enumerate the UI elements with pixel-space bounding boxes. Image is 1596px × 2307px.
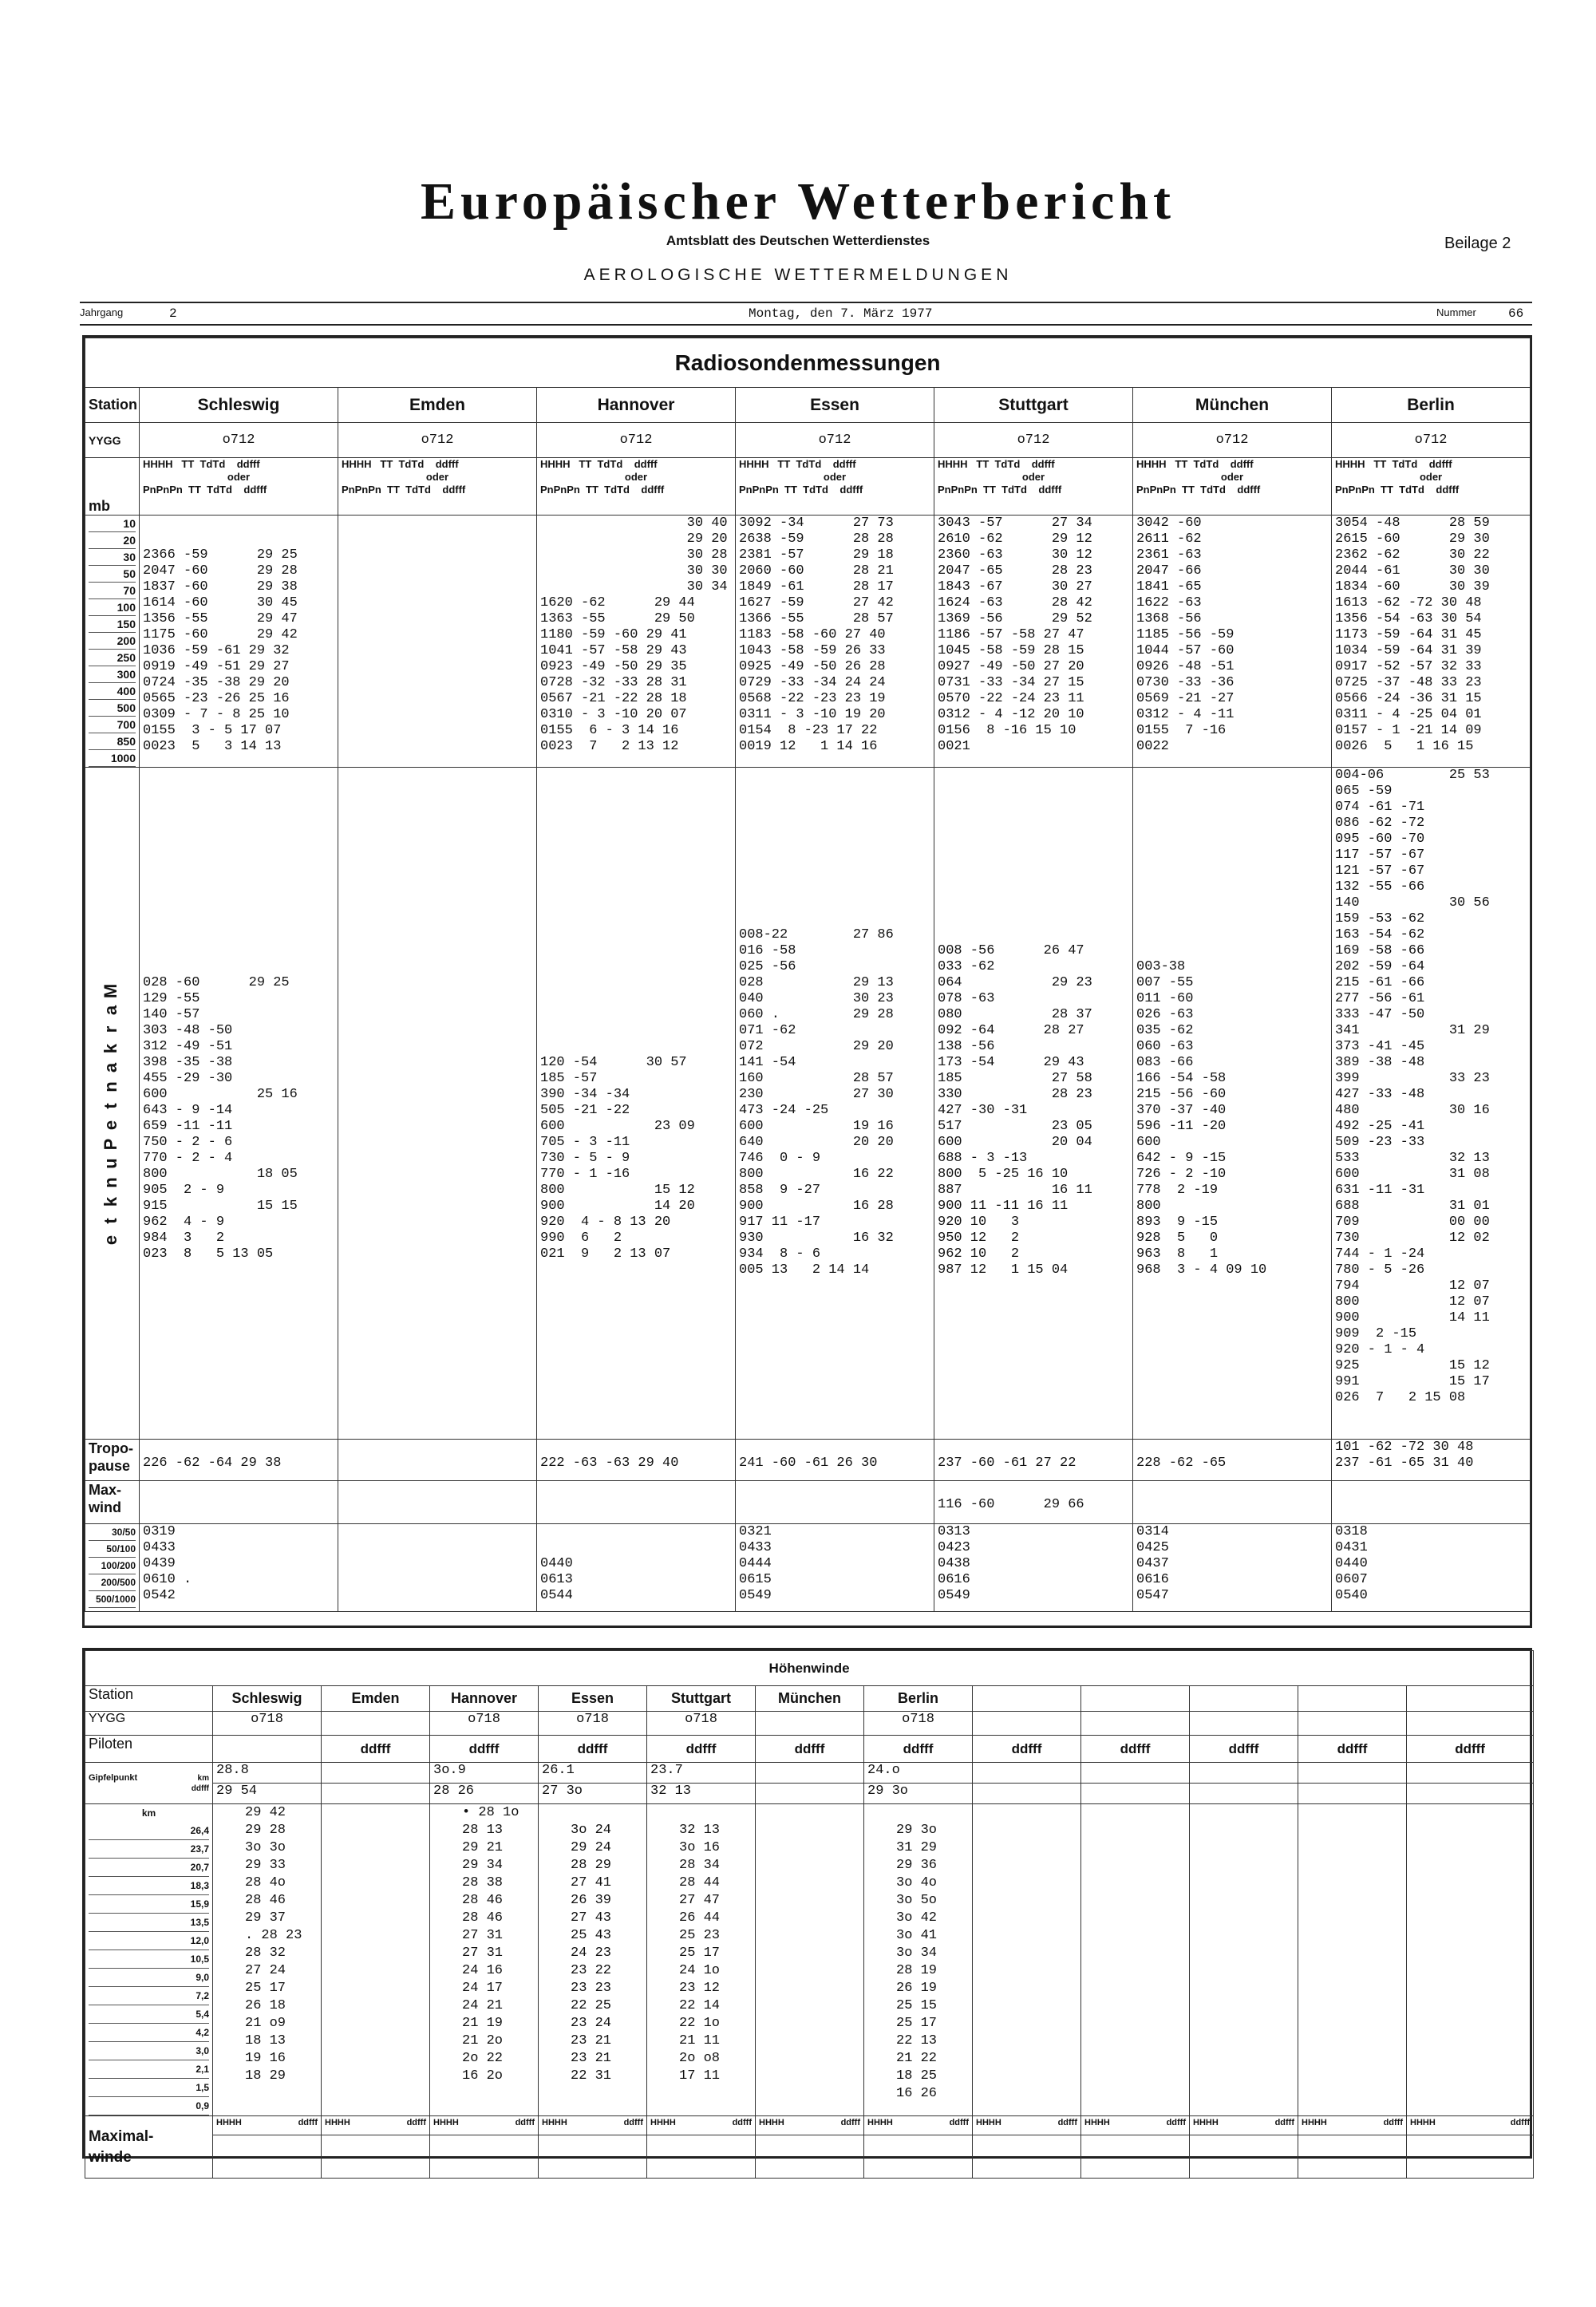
vertical-letter: e: [101, 1234, 120, 1246]
hhhh-text: HHHH: [1302, 2118, 1327, 2127]
layer-label: 50/100: [89, 1541, 136, 1558]
vertical-letter: t: [101, 1103, 120, 1109]
hw-max-head: [1081, 2116, 1190, 2135]
hw-yygg-value: o718: [539, 1712, 647, 1736]
hw-gipfel-km: [322, 1763, 430, 1784]
hw-max-head: [647, 2116, 756, 2135]
hw-wind-column: [322, 1804, 430, 2116]
yygg-label: YYGG: [85, 423, 140, 458]
markante-punkte-data: 008 -56 26 47 033 -62 064 29 23 078 -63 080 28 37 092 -64 28 27 138 -56 173 -54 29 43 185 27 58 330 28 23 427 -30 -31 517 23 05 600 20 04 688 - 3 -13 800 5 -25 16 10 887 16 11 900 11 -11 16 11 920 10 3 950 12 2 962 10 2 987 12 1 15 04: [934, 768, 1133, 1440]
hw-gipfel-dd: [973, 1784, 1081, 1804]
code-line: HHHH TT TdTd ddfff: [739, 458, 856, 470]
hw-station-label: Station: [85, 1686, 213, 1712]
markante-punkte-label: [102, 982, 120, 1250]
station-name: Stuttgart: [934, 388, 1133, 423]
hw-wind-column: [973, 1804, 1081, 2116]
hw-wind-column: [1081, 1804, 1190, 2116]
std-levels-data: 3092 -34 27 73 2638 -59 28 28 2381 -57 29 18 2060 -60 28 21 1849 -61 28 17 1627 -59 27 42 1366 -55 28 57 1183 -58 -60 27 40 1043 -58 -59 26 33 0925 -49 -50 26 28 0729 -33 -34 24 24 0568 -22 -23 23 19 0311 - 3 -10 19 20 0154 8 -23 17 22 0019 12 1 14 16: [736, 516, 934, 768]
station-name: Berlin: [1332, 388, 1531, 423]
section-title: AEROLOGISCHE WETTERMELDUNGEN: [583, 266, 1013, 284]
radiosonde-section: [82, 335, 1532, 1628]
vertical-letter: P: [101, 1138, 120, 1151]
code-line: HHHH TT TdTd ddfff: [1136, 458, 1254, 470]
km-text: km: [197, 1773, 209, 1783]
level-label: 1000: [89, 750, 136, 767]
beilage-label: Beilage 2: [1444, 235, 1511, 252]
level-label: 300: [89, 666, 136, 683]
hw-station-name: Berlin: [864, 1686, 973, 1712]
hw-station-name: Schleswig: [213, 1686, 322, 1712]
level-label: 700: [89, 717, 136, 733]
hw-ddfff-head: ddfff: [1081, 1736, 1190, 1763]
hw-ddfff-head: ddfff: [539, 1736, 647, 1763]
hw-yygg-value: o718: [647, 1712, 756, 1736]
hw-station-name: Hannover: [430, 1686, 539, 1712]
hw-station-name: [973, 1686, 1081, 1712]
hhhh-text: HHHH: [325, 2118, 350, 2127]
level-label: 30: [89, 549, 136, 566]
hw-gipfel-dd: [1407, 1784, 1534, 1804]
std-levels-data: 3054 -48 28 59 2615 -60 29 30 2362 -62 30 22 2044 -61 30 30 1834 -60 30 39 1613 -62 -72 30 48 1356 -54 -63 30 54 1173 -59 -64 31 45 1034 -59 -64 31 39 0917 -52 -57 32 33 0725 -37 -48 33 23 0566 -24 -36 31 15 0311 - 4 -25 04 01 0157 - 1 -21 14 09 0026 5 1 16 15: [1332, 516, 1531, 768]
vertical-letter: u: [101, 1158, 120, 1169]
hw-gipfel-km: 24.o: [864, 1763, 973, 1784]
mb-label: mb: [85, 458, 140, 516]
hw-max-head: [1298, 2116, 1407, 2135]
page-title: Europäischer Wetterbericht: [420, 172, 1176, 231]
height-label: 10,5: [89, 1950, 209, 1969]
hw-max-data: [1298, 2135, 1407, 2179]
hw-gipfel-dd: [1298, 1784, 1407, 1804]
layer-label: 30/50: [89, 1524, 136, 1541]
hhhh-text: HHHH: [1410, 2118, 1436, 2127]
code-oder: oder: [425, 471, 449, 483]
hhhh-text: HHHH: [542, 2118, 567, 2127]
station-name: Essen: [736, 388, 934, 423]
level-label: 50: [89, 566, 136, 583]
jahrgang-value: 2: [169, 306, 177, 321]
layer-column: [85, 1524, 140, 1612]
tropopause-data: 222 -63 -63 29 40: [537, 1440, 736, 1481]
station-name: München: [1133, 388, 1332, 423]
layer-data: 0440 0613 0544: [537, 1524, 736, 1612]
page-subtitle: Amtsblatt des Deutschen Wetterdienstes: [666, 233, 930, 248]
hw-max-data: [213, 2135, 322, 2179]
ddfff-text: ddfff: [1274, 2118, 1294, 2127]
code-header: [537, 458, 736, 516]
layer-data: [338, 1524, 537, 1612]
code-line: HHHH TT TdTd ddfff: [540, 458, 658, 470]
code-oder: oder: [1021, 471, 1045, 483]
height-label: 3,0: [89, 2042, 209, 2060]
tropopause-label: Tropo- pause: [85, 1440, 140, 1481]
level-column: [85, 516, 140, 768]
hw-ddfff-head: ddfff: [1298, 1736, 1407, 1763]
hw-gipfel-km: [1298, 1763, 1407, 1784]
gipfel-text: Gipfelpunkt: [89, 1772, 138, 1783]
height-label: 7,2: [89, 1987, 209, 2005]
hw-max-data: [756, 2135, 864, 2179]
hw-wind-column: 29 42 29 28 3o 3o 29 33 28 4o 28 46 29 37 . 28 23 28 32 27 24 25 17 26 18 21 o9 18 13 19 16 18 29: [213, 1804, 322, 2116]
hw-station-name: Stuttgart: [647, 1686, 756, 1712]
maxwind-label: Max- wind: [85, 1481, 140, 1524]
jahrgang-label: Jahrgang: [80, 306, 124, 318]
hhhh-text: HHHH: [216, 2118, 242, 2127]
hw-max-head: [756, 2116, 864, 2135]
height-label: 9,0: [89, 1969, 209, 1987]
std-levels-data: [338, 516, 537, 768]
hhhh-text: HHHH: [433, 2118, 459, 2127]
yygg-value: o712: [537, 423, 736, 458]
ddfff-text: ddfff: [191, 1784, 209, 1793]
vertical-letter: n: [101, 1177, 120, 1188]
hw-station-name: Emden: [322, 1686, 430, 1712]
level-label: 250: [89, 650, 136, 666]
hw-max-data: [973, 2135, 1081, 2179]
code-oder: oder: [227, 471, 251, 483]
ddfff-text: ddfff: [949, 2118, 969, 2127]
dateline-rule: [80, 324, 1532, 326]
code-line: PnPnPn TT TdTd ddfff: [540, 484, 665, 496]
code-header: [736, 458, 934, 516]
hw-gipfel-dd: 28 26: [430, 1784, 539, 1804]
station-name: Hannover: [537, 388, 736, 423]
height-label: 0,9: [89, 2097, 209, 2115]
layer-label: 500/1000: [89, 1591, 136, 1608]
hw-gipfel-dd: [322, 1784, 430, 1804]
code-oder: oder: [624, 471, 648, 483]
layer-data: 0321 0433 0444 0615 0549: [736, 1524, 934, 1612]
hw-max-head: [973, 2116, 1081, 2135]
hw-wind-column: 29 3o 31 29 29 36 3o 4o 3o 5o 3o 42 3o 41 3o 34 28 19 26 19 25 15 25 17 22 13 21 22 18 25 16 26: [864, 1804, 973, 2116]
hw-wind-column: [1407, 1804, 1534, 2116]
code-line: PnPnPn TT TdTd ddfff: [739, 484, 863, 496]
hw-max-head: [1190, 2116, 1298, 2135]
std-levels-data: 2366 -59 29 25 2047 -60 29 28 1837 -60 29 38 1614 -60 30 45 1356 -55 29 47 1175 -60 29 42 1036 -59 -61 29 32 0919 -49 -51 29 27 0724 -35 -38 29 20 0565 -23 -26 25 16 0309 - 7 - 8 25 10 0155 3 - 5 17 07 0023 5 3 14 13: [140, 516, 338, 768]
hw-ddfff-head: ddfff: [973, 1736, 1081, 1763]
markante-punkte-data: 008-22 27 86 016 -58 025 -56 028 29 13 040 30 23 060 . 29 28 071 -62 072 29 20 141 -54 160 28 57 230 27 30 473 -24 -25 600 19 16 640 20 20 746 0 - 9 800 16 22 858 9 -27 900 16 28 917 11 -17 930 16 32 934 8 - 6 005 13 2 14 14: [736, 768, 934, 1440]
hw-max-head: [1407, 2116, 1534, 2135]
height-label: 1,5: [89, 2079, 209, 2097]
hw-yygg-value: [1190, 1712, 1298, 1736]
hw-ddfff-head: ddfff: [647, 1736, 756, 1763]
hw-gipfel-km: [756, 1763, 864, 1784]
hw-max-data: [430, 2135, 539, 2179]
code-line: PnPnPn TT TdTd ddfff: [342, 484, 466, 496]
layer-data: 0319 0433 0439 0610 . 0542: [140, 1524, 338, 1612]
yygg-value: o712: [1133, 423, 1332, 458]
hw-ddfff-head: ddfff: [864, 1736, 973, 1763]
ddfff-text: ddfff: [732, 2118, 752, 2127]
height-column: [85, 1804, 213, 2116]
tropopause-data: 101 -62 -72 30 48 237 -61 -65 31 40: [1332, 1440, 1531, 1481]
code-line: PnPnPn TT TdTd ddfff: [1335, 484, 1460, 496]
std-levels-data: 30 40 29 20 30 28 30 30 30 34 1620 -62 29 44 1363 -55 29 50 1180 -59 -60 29 41 1041 -57 -58 29 43 0923 -49 -50 29 35 0728 -32 -33 28 31 0567 -21 -22 28 18 0310 - 3 -10 20 07 0155 6 - 3 14 16 0023 7 2 13 12: [537, 516, 736, 768]
hw-max-head: [539, 2116, 647, 2135]
ddfff-text: ddfff: [406, 2118, 426, 2127]
code-line: HHHH TT TdTd ddfff: [342, 458, 459, 470]
height-label: 5,4: [89, 2005, 209, 2024]
hw-yygg-value: [973, 1712, 1081, 1736]
height-label: 4,2: [89, 2024, 209, 2042]
level-label: 70: [89, 583, 136, 599]
hw-max-head: [864, 2116, 973, 2135]
layer-label: 100/200: [89, 1558, 136, 1574]
hw-gipfel-km: [1190, 1763, 1298, 1784]
ddfff-text: ddfff: [840, 2118, 860, 2127]
markante-punkte-data: 004-06 25 53 065 -59 074 -61 -71 086 -62 -72 095 -60 -70 117 -57 -67 121 -57 -67 132 -55 -66 140 30 56 159 -53 -62 163 -54 -62 169 -58 -66 202 -59 -64 215 -61 -66 277 -56 -61 333 -47 -50 341 31 29 373 -41 -45 389 -38 -48 399 33 23 427 -33 -48 480 30 16 492 -25 -41 509 -23 -33 533 32 13 600 31 08 631 -11 -31 688 31 01 709 00 00 730 12 02 744 - 1 -24 780 - 5 -26 794 12 07 800 12 07 900 14 11 909 2 -15 920 - 1 - 4 925 15 12 991 15 17 026 7 2 15 08: [1332, 768, 1531, 1440]
hw-yygg-value: [1298, 1712, 1407, 1736]
ddfff-text: ddfff: [298, 2118, 318, 2127]
radiosonde-heading: Radiosondenmessungen: [85, 338, 1531, 388]
hw-gipfel-label: [85, 1763, 213, 1804]
maxwind-data: 116 -60 29 66: [934, 1481, 1133, 1524]
code-header: [934, 458, 1133, 516]
layer-label: 200/500: [89, 1574, 136, 1591]
hw-yygg-value: [1081, 1712, 1190, 1736]
hw-max-data: [1190, 2135, 1298, 2179]
maxwind-data: [736, 1481, 934, 1524]
hw-ddfff-head: ddfff: [430, 1736, 539, 1763]
height-label: 20,7: [89, 1859, 209, 1877]
hw-max-head: [213, 2116, 322, 2135]
hhhh-text: HHHH: [976, 2118, 1001, 2127]
hw-station-name: München: [756, 1686, 864, 1712]
vertical-letter: e: [101, 1120, 120, 1131]
hoehenwinde-section: [82, 1648, 1532, 2166]
hw-yygg-value: [756, 1712, 864, 1736]
code-header: [1332, 458, 1531, 516]
nummer-label: Nummer: [1436, 306, 1476, 318]
ddfff-text: ddfff: [1510, 2118, 1531, 2127]
std-levels-data: 3043 -57 27 34 2610 -62 29 12 2360 -63 30 12 2047 -65 28 23 1843 -67 30 27 1624 -63 28 42 1369 -56 29 52 1186 -57 -58 27 47 1045 -58 -59 28 15 0927 -49 -50 27 20 0731 -33 -34 27 15 0570 -22 -24 23 11 0312 - 4 -12 20 10 0156 8 -16 15 10 0021: [934, 516, 1133, 768]
hw-ddfff-head: [213, 1736, 322, 1763]
level-label: 10: [89, 516, 136, 532]
level-label: 100: [89, 599, 136, 616]
markante-punkte-data: [338, 768, 537, 1440]
vertical-letter: r: [101, 1025, 120, 1033]
hw-gipfel-km: [1407, 1763, 1534, 1784]
maxwind-data: [338, 1481, 537, 1524]
hw-station-name: [1298, 1686, 1407, 1712]
hw-gipfel-km: 28.8: [213, 1763, 322, 1784]
hoehenwinde-heading: Höhenwinde: [85, 1651, 1534, 1686]
yygg-value: o712: [1332, 423, 1531, 458]
hw-gipfel-dd: [756, 1784, 864, 1804]
radiosonde-table: [85, 338, 1531, 1612]
hw-wind-column: 32 13 3o 16 28 34 28 44 27 47 26 44 25 23 25 17 24 1o 23 12 22 14 22 1o 21 11 2o o8 17 11: [647, 1804, 756, 2116]
hw-ddfff-head: ddfff: [322, 1736, 430, 1763]
layer-data: 0314 0425 0437 0616 0547: [1133, 1524, 1332, 1612]
dateline: [80, 306, 1532, 324]
height-label: 13,5: [89, 1914, 209, 1932]
markante-punkte-data: 003-38 007 -55 011 -60 026 -63 035 -62 060 -63 083 -66 166 -54 -58 215 -56 -60 370 -37 -40 596 -11 -20 600 642 - 9 -15 726 - 2 -10 778 2 -19 800 893 9 -15 928 5 0 963 8 1 968 3 - 4 09 10: [1133, 768, 1332, 1440]
maxwind-data: [1133, 1481, 1332, 1524]
hw-wind-column: • 28 1o 28 13 29 21 29 34 28 38 28 46 28 46 27 31 27 31 24 16 24 17 24 21 21 19 21 2o 2o 22 16 2o: [430, 1804, 539, 2116]
yygg-value: o712: [934, 423, 1133, 458]
maxwind-data: [140, 1481, 338, 1524]
vertical-letter: a: [101, 1005, 120, 1016]
height-label: 15,9: [89, 1895, 209, 1914]
code-oder: oder: [1220, 471, 1244, 483]
hw-gipfel-km: 23.7: [647, 1763, 756, 1784]
code-line: PnPnPn TT TdTd ddfff: [1136, 484, 1261, 496]
height-label: 26,4: [89, 1822, 209, 1840]
height-label: 18,3: [89, 1877, 209, 1895]
ddfff-text: ddfff: [623, 2118, 643, 2127]
station-name: Emden: [338, 388, 537, 423]
yygg-value: o712: [338, 423, 537, 458]
hw-gipfel-dd: 32 13: [647, 1784, 756, 1804]
hw-gipfel-km: 26.1: [539, 1763, 647, 1784]
hw-gipfel-dd: 29 3o: [864, 1784, 973, 1804]
tropopause-data: [338, 1440, 537, 1481]
hw-wind-column: [1298, 1804, 1407, 2116]
hw-yygg-value: o718: [864, 1712, 973, 1736]
hw-yygg-label: YYGG: [85, 1712, 213, 1736]
layer-data: 0313 0423 0438 0616 0549: [934, 1524, 1133, 1612]
hw-max-head: [430, 2116, 539, 2135]
hw-gipfel-km: [1081, 1763, 1190, 1784]
maxwind-data: [1332, 1481, 1531, 1524]
code-line: HHHH TT TdTd ddfff: [938, 458, 1055, 470]
hhhh-text: HHHH: [1193, 2118, 1219, 2127]
hw-gipfel-dd: 27 3o: [539, 1784, 647, 1804]
hw-yygg-value: o718: [213, 1712, 322, 1736]
ddfff-text: ddfff: [1057, 2118, 1077, 2127]
code-line: HHHH TT TdTd ddfff: [143, 458, 260, 470]
std-levels-data: 3042 -60 2611 -62 2361 -63 2047 -66 1841 -65 1622 -63 1368 -56 1185 -56 -59 1044 -57 -60 0926 -48 -51 0730 -33 -36 0569 -21 -27 0312 - 4 -11 0155 7 -16 0022: [1133, 516, 1332, 768]
tropopause-data: 241 -60 -61 26 30: [736, 1440, 934, 1481]
hw-gipfel-dd: [1081, 1784, 1190, 1804]
level-label: 500: [89, 700, 136, 717]
level-label: 150: [89, 616, 136, 633]
hw-max-data: [1407, 2135, 1534, 2179]
hw-station-name: [1407, 1686, 1534, 1712]
hw-max-data: [647, 2135, 756, 2179]
hw-max-data: [322, 2135, 430, 2179]
hw-station-name: [1081, 1686, 1190, 1712]
vertical-letter: a: [101, 1062, 120, 1073]
code-line: PnPnPn TT TdTd ddfff: [938, 484, 1062, 496]
hw-wind-column: [1190, 1804, 1298, 2116]
height-label: 23,7: [89, 1840, 209, 1859]
yygg-value: o712: [736, 423, 934, 458]
hw-yygg-value: o718: [430, 1712, 539, 1736]
level-label: 400: [89, 683, 136, 700]
vertical-letter: k: [101, 1043, 120, 1054]
code-header: [1133, 458, 1332, 516]
hw-max-data: [1081, 2135, 1190, 2179]
code-header: [140, 458, 338, 516]
tropopause-data: 226 -62 -64 29 38: [140, 1440, 338, 1481]
layer-data: 0318 0431 0440 0607 0540: [1332, 1524, 1531, 1612]
hhhh-text: HHHH: [759, 2118, 784, 2127]
level-label: 850: [89, 733, 136, 750]
markante-punkte-data: 028 -60 29 25 129 -55 140 -57 303 -48 -50 312 -49 -51 398 -35 -38 455 -29 -30 600 25 16 643 - 9 -14 659 -11 -11 750 - 2 - 6 770 - 2 - 4 800 18 05 905 2 - 9 915 15 15 962 4 - 9 984 3 2 023 8 5 13 05: [140, 768, 338, 1440]
km-label: km: [141, 1807, 156, 1819]
hw-gipfel-km: [973, 1763, 1081, 1784]
hw-yygg-value: [1407, 1712, 1534, 1736]
code-line: HHHH TT TdTd ddfff: [1335, 458, 1452, 470]
hw-max-data: [864, 2135, 973, 2179]
ddfff-text: ddfff: [1166, 2118, 1186, 2127]
hw-station-name: Essen: [539, 1686, 647, 1712]
hw-gipfel-dd: [1190, 1784, 1298, 1804]
height-label: 2,1: [89, 2060, 209, 2079]
vertical-letter: M: [101, 983, 120, 999]
hhhh-text: HHHH: [867, 2118, 893, 2127]
nummer-value: 66: [1508, 306, 1524, 321]
hw-wind-column: 3o 24 29 24 28 29 27 41 26 39 27 43 25 43 24 23 23 22 23 23 22 25 23 24 23 21 23 21 22 31: [539, 1804, 647, 2116]
hw-gipfel-km: 3o.9: [430, 1763, 539, 1784]
hw-yygg-value: [322, 1712, 430, 1736]
ddfff-text: ddfff: [515, 2118, 535, 2127]
tropopause-data: 228 -62 -65: [1133, 1440, 1332, 1481]
hw-ddfff-head: ddfff: [1190, 1736, 1298, 1763]
hw-gipfel-dd: 29 54: [213, 1784, 322, 1804]
markante-punkte-data: 120 -54 30 57 185 -57 390 -34 -34 505 -21 -22 600 23 09 705 - 3 -11 730 - 5 - 9 770 - 1 -16 800 15 12 900 14 20 920 4 - 8 13 20 990 6 2 021 9 2 13 07: [537, 768, 736, 1440]
vertical-letter: k: [101, 1196, 120, 1207]
code-line: PnPnPn TT TdTd ddfff: [143, 484, 267, 496]
level-label: 20: [89, 532, 136, 549]
hw-wind-column: [756, 1804, 864, 2116]
ddfff-text: ddfff: [1383, 2118, 1403, 2127]
station-name: Schleswig: [140, 388, 338, 423]
maxwind-data: [537, 1481, 736, 1524]
hw-piloten-label: Piloten: [85, 1736, 213, 1763]
code-header: [338, 458, 537, 516]
hw-station-name: [1190, 1686, 1298, 1712]
code-oder: oder: [1419, 471, 1443, 483]
hw-ddfff-head: ddfff: [756, 1736, 864, 1763]
hhhh-text: HHHH: [650, 2118, 676, 2127]
hw-ddfff-head: ddfff: [1407, 1736, 1534, 1763]
height-label: 12,0: [89, 1932, 209, 1950]
vertical-letter: t: [101, 1218, 120, 1224]
vertical-letter: n: [101, 1081, 120, 1092]
tropopause-data: 237 -60 -61 27 22: [934, 1440, 1133, 1481]
maximalwinde-label: Maximal- winde: [85, 2116, 213, 2179]
hw-max-data: [539, 2135, 647, 2179]
yygg-value: o712: [140, 423, 338, 458]
hoehenwinde-table: [85, 1650, 1534, 2179]
hhhh-text: HHHH: [1084, 2118, 1110, 2127]
header-rule: [80, 302, 1532, 303]
hw-max-head: [322, 2116, 430, 2135]
issue-date: Montag, den 7. März 1977: [749, 306, 933, 321]
level-label: 200: [89, 633, 136, 650]
station-label: Station: [85, 388, 140, 423]
code-oder: oder: [823, 471, 847, 483]
